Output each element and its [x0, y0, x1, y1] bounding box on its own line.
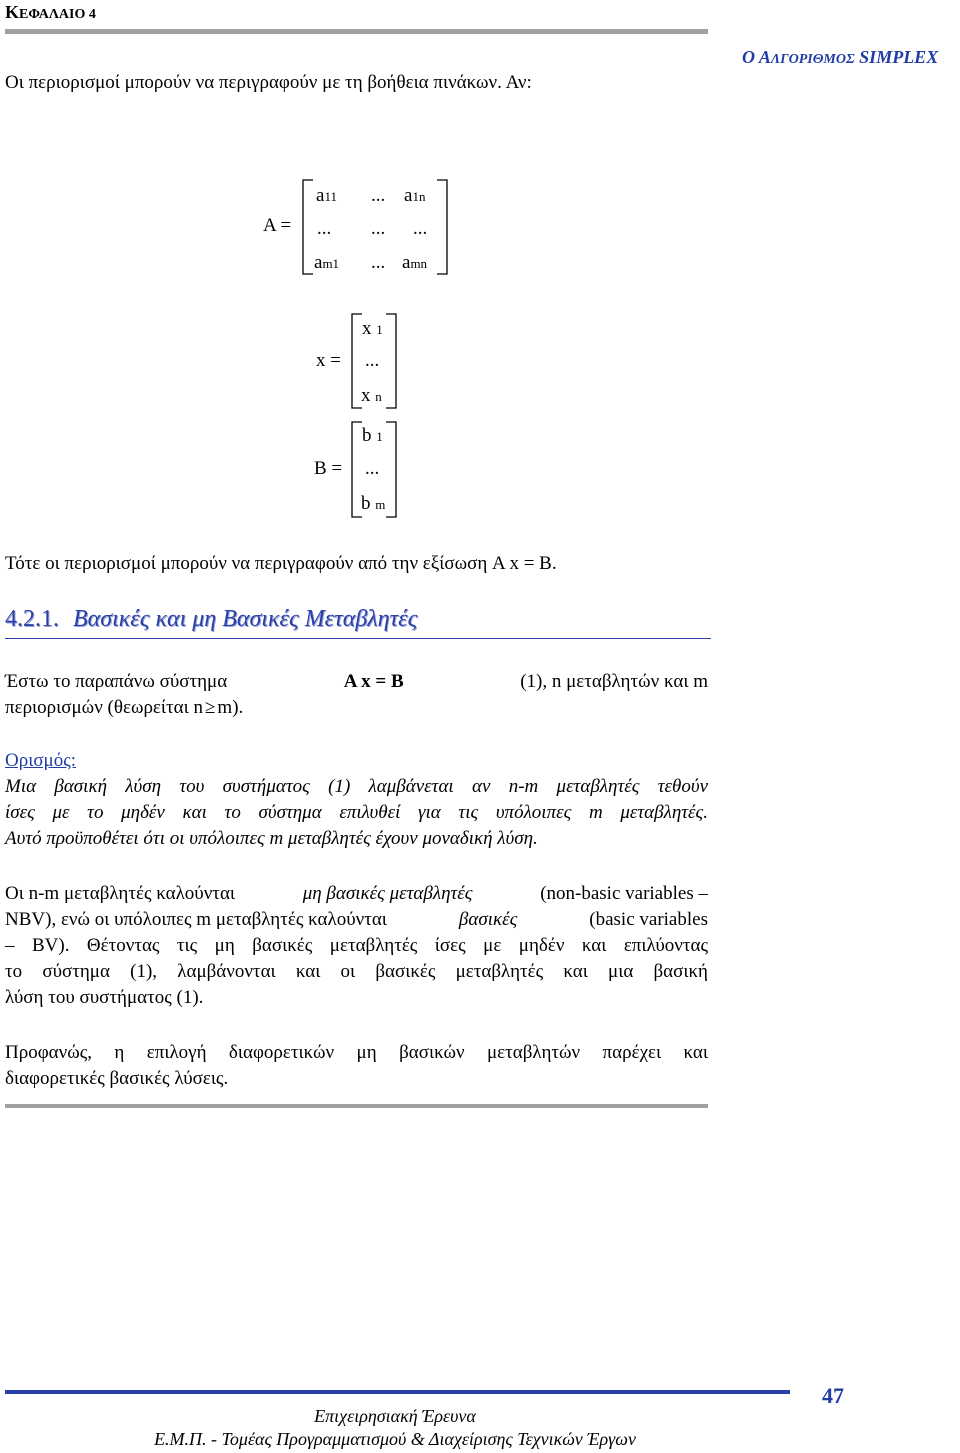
definition-label: Ορισμός:	[5, 750, 77, 771]
matrix-a-r2c3: ...	[413, 218, 428, 239]
header-rule	[5, 29, 708, 34]
definition-line-2: ίσες με το μηδέν και το σύστημα επιλυθεί για τις υπόλοιπες m μεταβλητές.	[5, 802, 708, 823]
matrix-a-r3c1: am1	[314, 252, 340, 273]
footer-rule	[5, 1390, 790, 1394]
para1-post: (1), n μεταβλητών και m	[520, 671, 708, 692]
definition-line-3: Αυτό προϋποθέτει ότι οι υπόλοιπες m μεταβλητές έχουν μοναδική λύση.	[5, 828, 538, 849]
matrix-a-r2c2: ...	[371, 218, 386, 239]
matrix-b-r2: ...	[365, 458, 380, 479]
para1-line2-pre: περιορισμών (θεωρείται n	[5, 697, 203, 718]
paragraph-system	[5, 669, 708, 721]
matrix-a-r3c2: ...	[371, 252, 386, 273]
matrix-x-r1: x 1	[362, 318, 383, 339]
matrix-b-r1: b 1	[362, 425, 383, 446]
matrix-a-r1c2: ...	[371, 185, 386, 206]
matrix-x-r3: x n	[361, 385, 382, 406]
matrix-a-lhs: A =	[263, 215, 292, 236]
ge-symbol: ≥	[204, 697, 216, 718]
para1-formula: A x = B	[343, 671, 404, 692]
matrix-x-right-bracket	[385, 313, 397, 409]
matrix-x-r2: ...	[365, 350, 380, 371]
footer-line-2: Ε.Μ.Π. - Τομέας Προγραμματισμού & Διαχείρισης Τεχνικών Έργων	[154, 1429, 636, 1449]
matrix-x-lhs: x =	[316, 350, 341, 371]
definition-line-1: Μια βασική λύση του συστήματος (1) λαμβάνεται αν n-m μεταβλητές τεθούν	[5, 776, 708, 797]
intro-text: Οι περιορισμοί μπορούν να περιγραφούν με τη βοήθεια πινάκων. Αν:	[5, 72, 532, 93]
para1-pre: Έστω το παραπάνω σύστημα	[5, 671, 228, 692]
matrix-a-left-bracket	[302, 179, 314, 275]
section-rule	[5, 638, 711, 639]
footer-line-1: Επιχειρησιακή Έρευνα	[314, 1406, 476, 1426]
equation-text: Τότε οι περιορισμοί μπορούν να περιγραφούν από την εξίσωση A x = B.	[5, 553, 557, 574]
matrix-a-r3c3: amn	[402, 252, 428, 273]
content-bottom-rule	[5, 1104, 708, 1108]
para1-line2-post: m).	[217, 697, 244, 718]
matrix-a-r2c1: ...	[317, 218, 332, 239]
definition-body	[5, 774, 708, 852]
chapter-header: ΚΕΦΑΛΑΙΟ 4	[5, 2, 96, 22]
section-heading: 4.2.1. Βασικές και μη Βασικές Μεταβλητές	[5, 606, 418, 632]
paragraph-different-solutions: Προφανώς, η επιλογή διαφορετικών μη βασικών μεταβλητών παρέχει και διαφορετικές βασικές λύσεις.	[5, 1042, 708, 1089]
chapter-title-header: Ο ΑΛΓΟΡΙΘΜΟΣ SIMPLEX	[742, 47, 939, 67]
page-number: 47	[822, 1383, 844, 1408]
matrix-b-lhs: B =	[314, 458, 343, 479]
matrix-a-right-bracket	[436, 179, 448, 275]
matrix-b-right-bracket	[385, 421, 397, 518]
matrix-a-r1c1: a11	[316, 185, 337, 206]
matrix-a-r1c3: a1n	[404, 185, 426, 206]
paragraph-basic-variables: Οι n-m μεταβλητές καλούνται μη βασικές μεταβλητές (non-basic variables – NBV), ενώ οι υπόλοιπες m μεταβλητές καλούνται βασικές (basic variables – BV). Θέτοντας τις μη βασικές μεταβλητές ίσες με μηδέν και επιλύοντας το σύστημα (1), λαμβάνονται και οι βασικές μεταβλητές και μια βασική λύση του συστήματος (1).	[5, 883, 708, 1008]
matrix-b-r3: b m	[361, 493, 386, 514]
